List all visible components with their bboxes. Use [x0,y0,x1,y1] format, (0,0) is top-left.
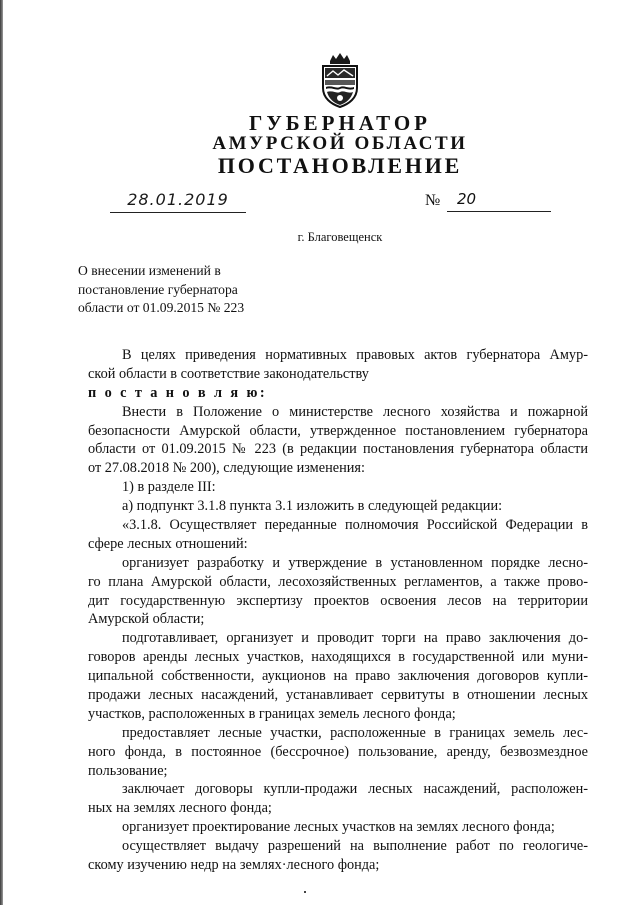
body-line: предоставляет лесные участки, расположенные в границах земель лес- [122,724,588,741]
body-line: ской области в соответствие законодательству [88,365,369,382]
body-line: сфере лесных отношений: [88,535,248,552]
body-line: ципальной собственности, аукционов на право заключения договоров купли- [88,668,588,685]
body-line: пользование; [88,762,168,779]
document-type: ПОСТАНОВЛЕНИЕ [217,153,463,178]
body-line: участков, расположенных в границах земель лесного фонда; [88,705,456,722]
body-line: го плана Амурской области, лесохозяйственных регламентов, а также прово- [88,573,588,590]
body-line: а) подпункт 3.1.8 пункта 3.1 изложить в следующей редакции: [122,498,503,515]
issuer-region: АМУРСКОЙ ОБЛАСТИ [212,133,468,154]
document-date: 28.01.2019 [110,190,246,213]
body-line: ного фонда, в постоянное (бессрочное) пользование, аренду, безвозмездное [88,743,588,760]
subject-line: О внесении изменений в [78,263,221,278]
body-line: организует разработку и утверждение в установленном порядке лесно- [122,554,588,571]
body-line: скому изучению недр на землях·лесного фонда; [88,857,380,874]
body-line: подготавливает, организует и проводит торги на право заключения до- [122,630,588,647]
subject-line: области от 01.09.2015 № 223 [78,300,245,315]
body-line: «3.1.8. Осуществляет переданные полномочия Российской Федерации в [122,517,588,534]
city: г. Благовещенск [297,230,383,244]
body-line: осуществляет выдачу разрешений на выполнение работ по геологиче- [122,838,588,855]
subject-line: постановление губернатора [78,281,238,297]
body-line: Амурской области; [88,611,205,628]
body-line: заключает договоры купли-продажи лесных насаждений, расположен- [122,781,588,798]
scan-speck [304,891,306,893]
body-line: ных на землях лесного фонда; [88,800,272,817]
body-line: говоров аренды лесных участков, находящихся в государственной или муни- [88,649,588,666]
document-subject [78,262,244,318]
body-line: области от 01.09.2015 № 223 (в редакции постановления губернатора области [88,441,588,458]
body-line: дит государственную экспертизу проектов освоения лесов на территории [88,592,588,609]
document-number: 20 [447,190,551,212]
resolution-word: п о с т а н о в л я ю: [88,384,267,401]
body-line: продажи лесных насаждений, устанавливает сервитуты в отношении лесных [88,687,588,704]
body-line: 1) в разделе III: [122,479,216,496]
body-line: от 27.08.2018 № 200), следующие изменения: [88,460,365,477]
body-line: организует проектирование лесных участков на землях лесного фонда; [122,819,555,836]
coat-of-arms-icon [318,52,362,108]
body-line: Внести в Положение о министерстве лесного хозяйства и пожарной [122,403,588,420]
body-line: В целях приведения нормативных правовых актов губернатора Амур- [122,347,588,363]
document-body [88,346,588,875]
body-line: безопасности Амурской области, утвержденное постановлением губернатора [88,422,588,439]
issuer-title: ГУБЕРНАТОР [248,111,432,135]
number-sign: № [425,192,441,209]
